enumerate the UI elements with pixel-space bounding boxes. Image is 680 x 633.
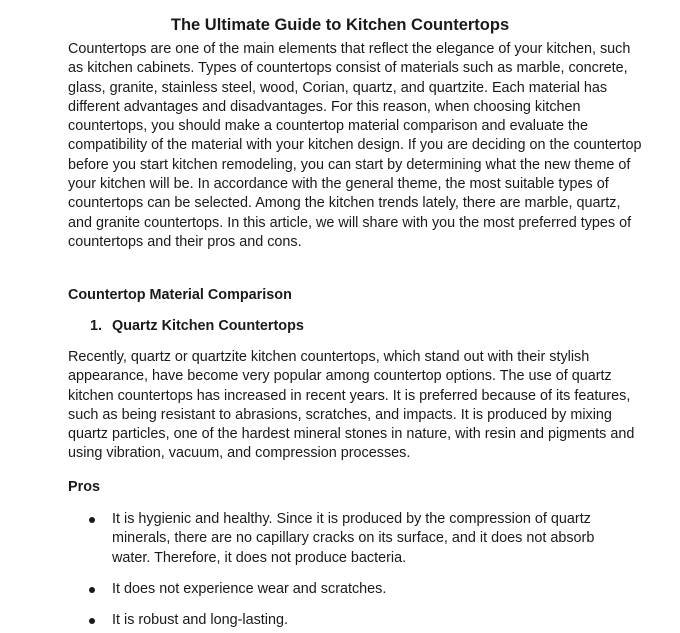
subsection-title: Quartz Kitchen Countertops <box>112 318 304 334</box>
bullet-icon <box>89 517 95 523</box>
subsection-number: 1. <box>90 318 103 334</box>
section-heading: Countertop Material Comparison <box>68 287 292 303</box>
subsection-heading <box>90 317 304 336</box>
bullet-icon <box>89 587 95 593</box>
list-item-text: It is hygienic and healthy. Since it is produced by the compression of quartz minerals, there are no capillary cracks on its surface, and it does not absorb water. Therefore, it does not produce bacteria. <box>112 511 595 566</box>
quartz-paragraph: Recently, quartz or quartzite kitchen countertops, which stand out with their stylish appearance, have become very popular among countertop options. The use of quartz kitchen countertops has increased in recent years. It is preferred because of its features, such as being resistant to abrasions, scratches, and impacts. It is produced by mixing quartz particles, one of the hardest mineral stones in nature, with resin and pigments and using vibration, vacuum, and compression processes. <box>68 349 635 462</box>
intro-paragraph: Countertops are one of the main elements that reflect the elegance of your kitchen, such as kitchen cabinets. Types of countertops consist of materials such as marble, concrete, glass, granite, stainless steel, wood, Corian, quartz, and quartzite. Each material has different advantages and disadvantages. For this reason, when choosing kitchen countertops, you should make a countertop material comparison and evaluate the compatibility of the material with your kitchen design. If you are deciding on the countertop before you start kitchen remodeling, you can start by determining what the new theme of your kitchen will be. In accordance with the general theme, the most suitable types of countertops can be selected. Among the kitchen trends lately, there are marble, quartz, and granite countertops. In this article, we will share with you the most preferred types of countertops and their pros and cons. <box>68 41 642 250</box>
list-item-text: It does not experience wear and scratches. <box>112 581 387 597</box>
bullet-icon <box>89 618 95 624</box>
document-title: The Ultimate Guide to Kitchen Countertops <box>170 16 510 35</box>
pros-heading: Pros <box>68 479 100 495</box>
list-item-text: It is robust and long-lasting. <box>112 612 288 628</box>
